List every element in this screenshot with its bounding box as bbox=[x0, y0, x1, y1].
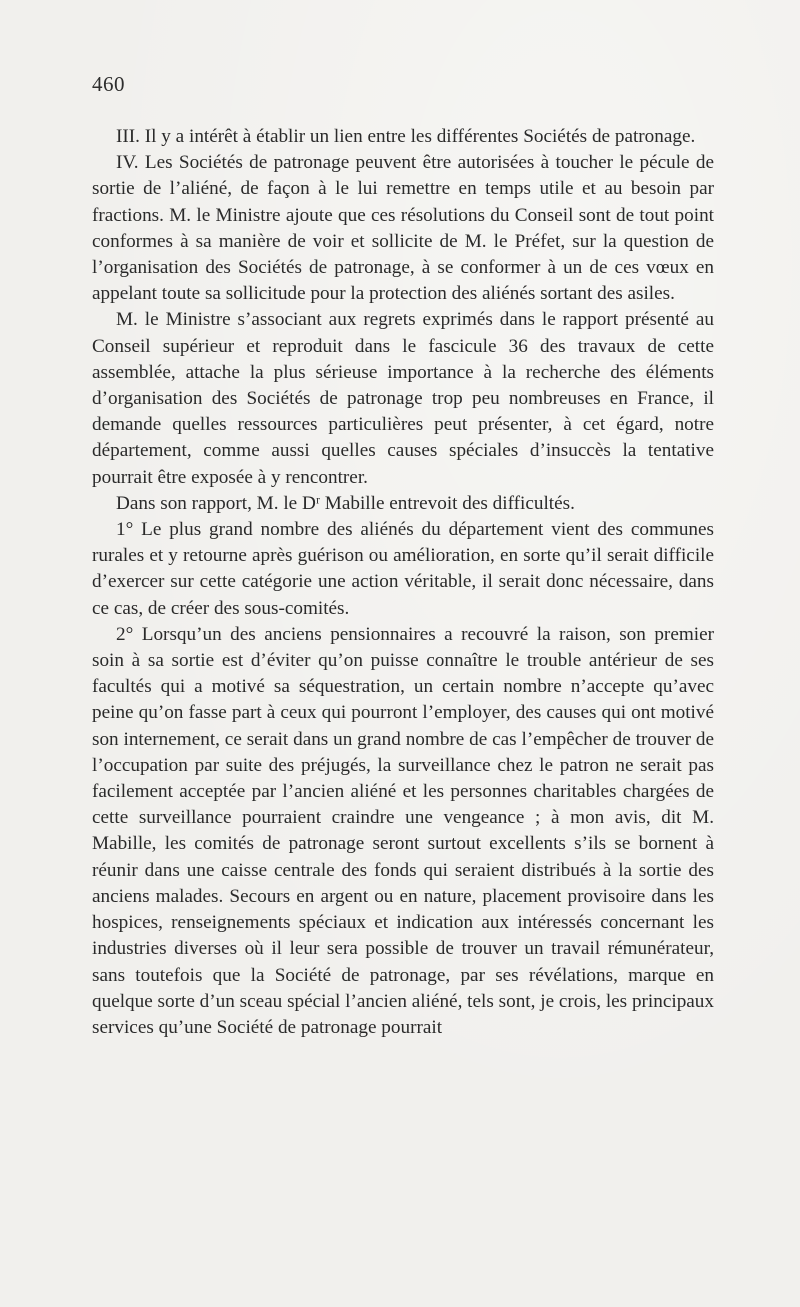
paragraph-point-1: 1° Le plus grand nombre des aliénés du département vient des communes rurales et y retourne après guérison ou amélioration, en sorte qu’il serait difficile d’exercer sur cette catégorie une action véritable, il serait donc nécessaire, dans ce cas, de créer des sous-comités. bbox=[92, 519, 714, 619]
paragraph-point-2: 2° Lorsqu’un des anciens pensionnaires a recouvré la raison, son premier soin à sa sortie est d’éviter qu’on puisse connaître le trouble antérieur de ses facultés qui a motivé sa séquestration, un certain nombre n’accepte qu’avec peine qu’on fasse part à ceux qui pourront l’employer, des causes qui ont motivé son internement, ce serait dans un grand nombre de cas l’empêcher de trouver de l’occupation par suite des préjugés, la surveillance chez le patron ne serait pas facilement acceptée par l’ancien aliéné et les personnes charitables chargées de cette surveillance pourraient craindre une vengeance ; à mon avis, dit M. Mabille, les comités de patronage seront surtout excellents s’ils se bornent à réunir dans une caisse centrale des fonds qui seraient distribués à la sortie des anciens malades. Secours en argent ou en nature, placement provisoire dans les hospices, renseignements spéciaux et indication aux intéressés concernant les industries diverses où il leur sera possible de trouver un travail rémunérateur, sans toutefois que la Société de patronage, par ses révélations, marque en quelque sorte d’un sceau spécial l’ancien aliéné, tels sont, je crois, les principaux services qu’une Société de patronage pourrait bbox=[92, 623, 714, 1038]
paragraph-iv: IV. Les Sociétés de patronage peuvent être autorisées à toucher le pécule de sortie de l’aliéné, de façon à le lui remettre en temps utile et au besoin par fractions. M. le Ministre ajoute que ces résolutions du Conseil sont de tout point conformes à sa manière de voir et sollicite de M. le Préfet, sur la question de l’organisation des Sociétés de patronage, à se conformer à un de ces vœux en appelant toute sa sollicitude pour la protection des aliénés sortant des asiles. bbox=[92, 152, 714, 305]
paragraph-rapport: Dans son rapport, M. le Dʳ Mabille entrevoit des difficultés. bbox=[116, 492, 575, 514]
paragraph-iii: III. Il y a intérêt à établir un lien entre les différentes Sociétés de patronage. bbox=[116, 126, 696, 147]
page-number: 460 bbox=[92, 72, 125, 96]
body-text bbox=[92, 124, 714, 1041]
paragraph-ministre: M. le Ministre s’associant aux regrets exprimés dans le rapport présenté au Conseil supérieur et reproduit dans le fascicule 36 des travaux de cette assemblée, attache la plus sérieuse importance à la recherche des éléments d’organisation des Sociétés de patronage trop peu nombreuses en France, il demande quelles ressources particulières peut présenter, à cet égard, notre département, comme aussi quelles causes spéciales d’insuccès la tentative pourrait être exposée à y rencontrer. bbox=[92, 309, 714, 488]
